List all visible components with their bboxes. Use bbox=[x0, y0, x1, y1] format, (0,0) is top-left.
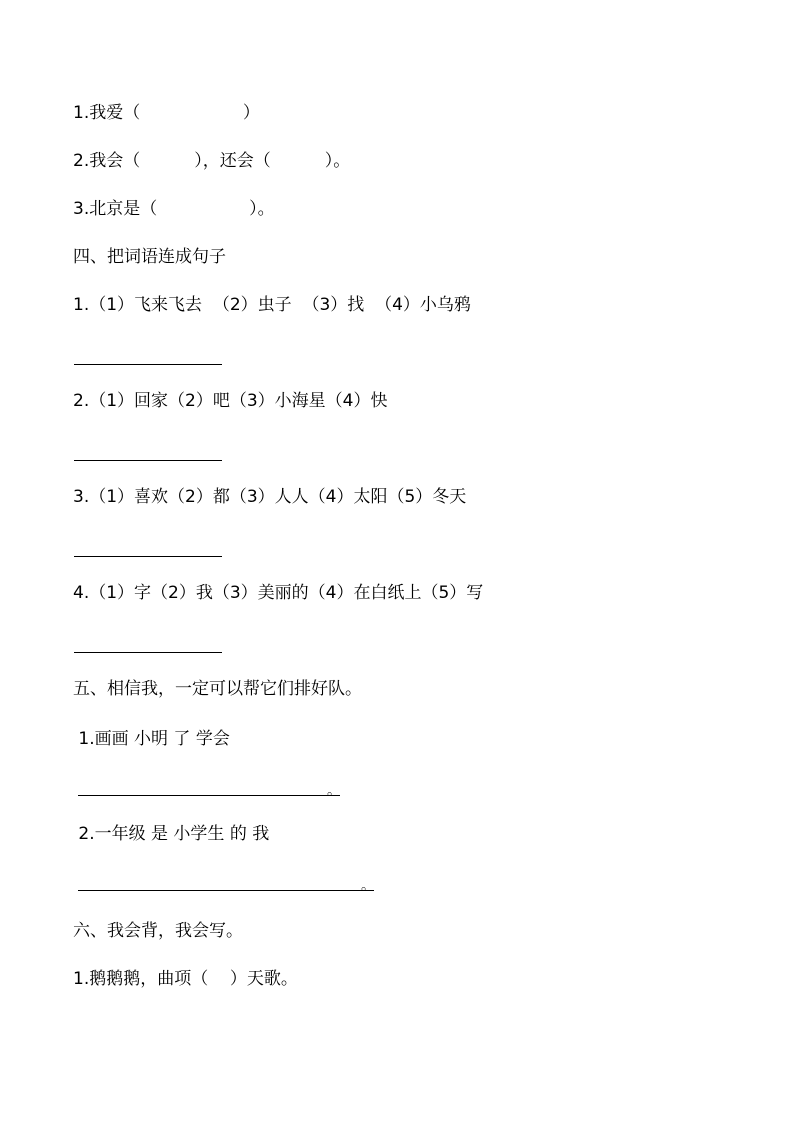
section6-item-1: 1.鹅鹅鹅，曲项（ ）天歌。 bbox=[73, 969, 298, 989]
fill-blank-3: 3.北京是（ ）。 bbox=[73, 199, 275, 219]
section4-item-1: 1.（1）飞来飞去 （2）虫子 （3）找 （4）小乌鸦 bbox=[73, 295, 471, 315]
fill-blank-1: 1.我爱（ ） bbox=[73, 103, 260, 123]
answer-line-2[interactable] bbox=[74, 460, 222, 461]
answer-line-6[interactable] bbox=[78, 890, 374, 891]
fill-blank-2: 2.我会（ ），还会（ ）。 bbox=[73, 151, 351, 171]
section5-heading: 五、相信我，一定可以帮它们排好队。 bbox=[73, 679, 362, 699]
answer-line-5[interactable] bbox=[78, 795, 340, 796]
period-mark-2: 。 bbox=[361, 878, 375, 894]
answer-line-4[interactable] bbox=[74, 652, 222, 653]
section5-item-1: 1.画画 小明 了 学会 bbox=[73, 729, 230, 749]
section4-item-3: 3.（1）喜欢（2）都（3）人人（4）太阳（5）冬天 bbox=[73, 487, 467, 507]
section4-heading: 四、把词语连成句子 bbox=[73, 247, 226, 267]
section4-item-2: 2.（1）回家（2）吧（3）小海星（4）快 bbox=[73, 391, 388, 411]
period-mark-1: 。 bbox=[327, 783, 341, 799]
section6-heading: 六、我会背，我会写。 bbox=[73, 921, 243, 941]
answer-line-3[interactable] bbox=[74, 556, 222, 557]
section4-item-4: 4.（1）字（2）我（3）美丽的（4）在白纸上（5）写 bbox=[73, 583, 484, 603]
section5-item-2: 2.一年级 是 小学生 的 我 bbox=[73, 824, 270, 844]
answer-line-1[interactable] bbox=[74, 364, 222, 365]
